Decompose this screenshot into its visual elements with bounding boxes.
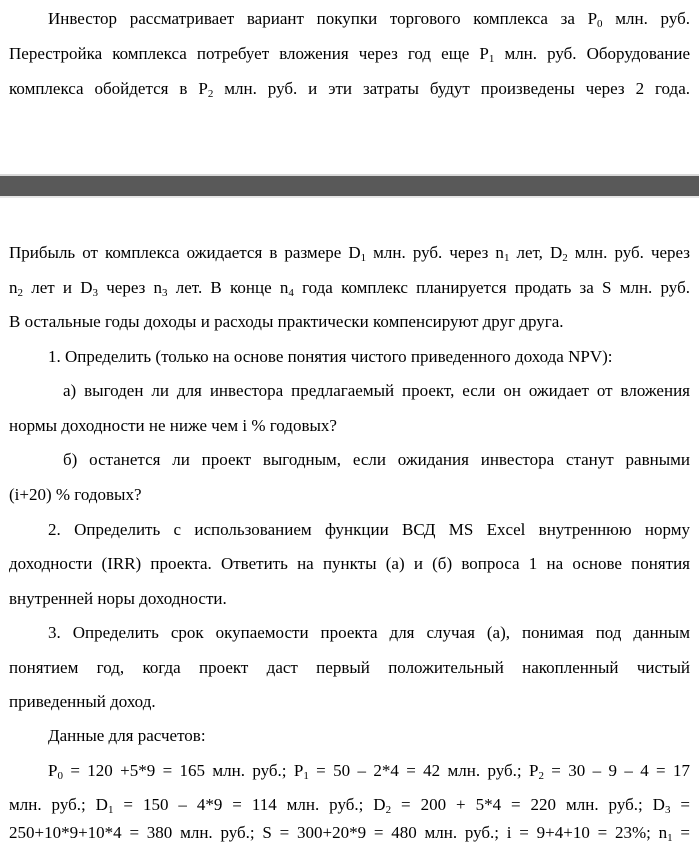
text-line: комплекса обойдется в $P_2$ млн. руб. и эти затраты будут произведены через 2 года.: [9, 79, 691, 100]
data-line: млн. руб.; $D_1 = 150 - 4*9 = 114$ млн. руб.; $D_2 = 200 + 5*4 = 220$ млн. руб.; $D_3$ =: [9, 795, 690, 816]
question-3: 3. Определить срок окупаемости проекта для случая (а), понимая под данным: [48, 623, 690, 642]
text-line: Прибыль от комплекса ожидается в размере $D_1$ млн. руб. через $n_1$ лет, $D_2$ млн. руб. через: [9, 243, 691, 264]
text-line: Инвестор рассматривает вариант покупки торгового комплекса за $P_0$ млн. руб.: [48, 9, 690, 30]
text-line: $n_2$ лет и $D_3$ через $n_3$ лет. В конце $n_4$ года комплекс планируется продать за S млн. руб.: [9, 278, 690, 299]
page-separator: [0, 176, 699, 196]
question-1: 1. Определить (только на основе понятия чистого приведенного дохода NPV):: [48, 347, 613, 366]
data-title: Данные для расчетов:: [48, 726, 206, 745]
page-separator-edge: [0, 196, 699, 198]
data-line: $P_0 = 120 +5*9 = 165$ млн. руб.; $P_1 = 50 - 2*4 = 42$ млн. руб.; $P_2 = 30 - 9 - 4 = 17$: [48, 761, 690, 782]
data-line: 250+10*9+10*4 = 380 млн. руб.; S = 300+20*9 = 480 млн. руб.; i = 9+4+10 = 23%; $n_1$ =: [9, 823, 691, 844]
question-1b: б) останется ли проект выгодным, если ожидания инвестора станут равными: [63, 450, 690, 469]
text-line: Перестройка комплекса потребует вложения через год еще $P_1$ млн. руб. Оборудование: [9, 44, 690, 65]
question-3-cont: понятием год, когда проект даст первый положительный накопленный чистый: [9, 658, 690, 677]
question-2: 2. Определить с использованием функции ВСД MS Excel внутреннюю норму: [48, 520, 690, 539]
question-1a: а) выгоден ли для инвестора предлагаемый проект, если он ожидает от вложения: [63, 381, 690, 400]
question-2-cont: внутренней норы доходности.: [9, 589, 227, 608]
question-3-cont: приведенный доход.: [9, 692, 156, 711]
question-1b-cont: (i+20) % годовых?: [9, 485, 142, 504]
question-1a-cont: нормы доходности не ниже чем i % годовых?: [9, 416, 337, 435]
text-line: В остальные годы доходы и расходы практически компенсируют друг друга.: [9, 312, 564, 331]
question-2-cont: доходности (IRR) проекта. Ответить на пункты (а) и (б) вопроса 1 на основе понятия: [9, 554, 690, 573]
